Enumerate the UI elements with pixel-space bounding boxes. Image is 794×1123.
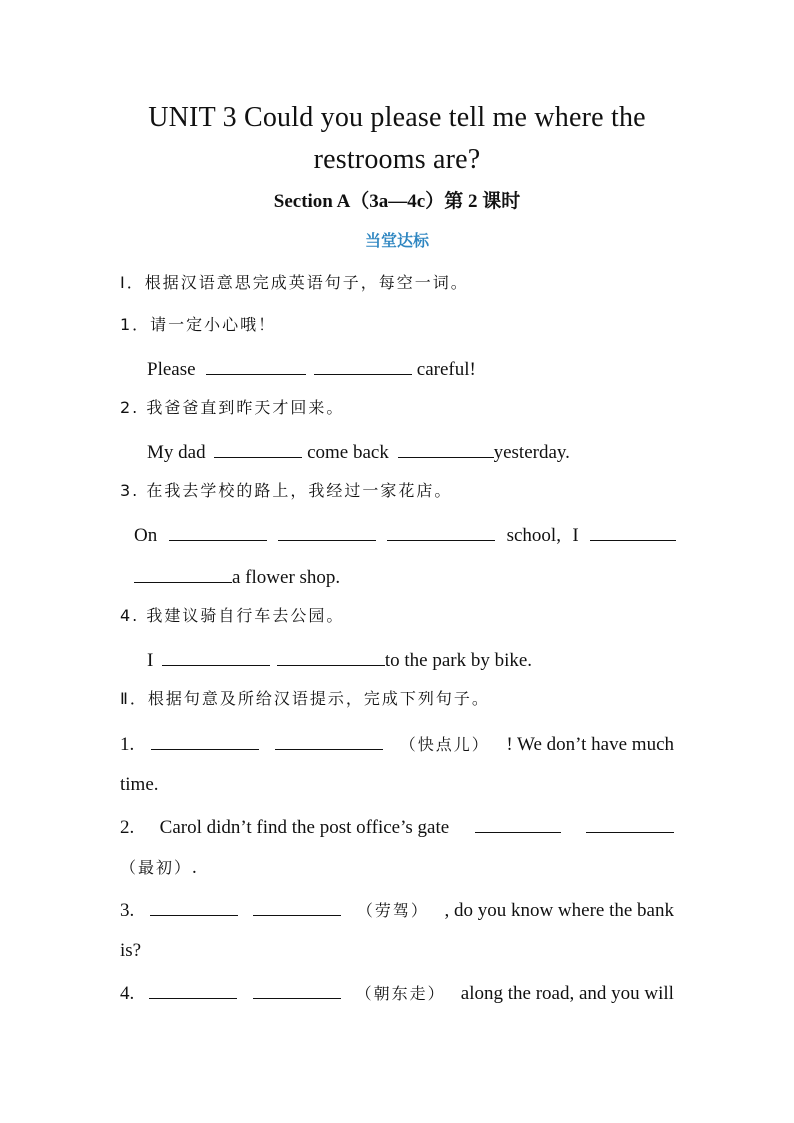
item3-text-c: I bbox=[572, 525, 579, 546]
p2-item4-number: 4. bbox=[120, 983, 135, 1004]
part1-instruction: Ⅰ．根据汉语意思完成英语句子，每空一词。 bbox=[120, 273, 469, 292]
part1-item3-english-cont bbox=[134, 566, 340, 587]
part1-item4-chinese: 4. 我建议骑自行车去公园。 bbox=[120, 606, 345, 625]
unit-title-line-2: restrooms are? bbox=[313, 144, 481, 175]
item3-text-d: a flower shop. bbox=[232, 567, 341, 588]
p2-item1-hint: （快点儿） bbox=[399, 735, 490, 754]
p2-item1-rest: ! We don’t have much bbox=[506, 734, 674, 755]
p2-item4-blank-1[interactable] bbox=[149, 982, 237, 999]
item4-text-b: to the park by bike. bbox=[384, 650, 533, 671]
part2-item1 bbox=[120, 733, 674, 754]
part1-item1-english bbox=[147, 358, 476, 379]
item3-blank-1[interactable] bbox=[169, 524, 267, 541]
p2-item3-hint: （劳驾） bbox=[356, 901, 429, 920]
item1-blank-1[interactable] bbox=[206, 358, 306, 375]
p2-item4-rest: along the road, and you will bbox=[460, 983, 674, 1004]
item2-text-b: come back bbox=[307, 442, 389, 463]
item2-text-a: My dad bbox=[147, 442, 206, 463]
item3-text-b: school, bbox=[506, 525, 561, 546]
p2-item2-text: Carol didn’t find the post office’s gate bbox=[159, 817, 450, 838]
part2-item3 bbox=[120, 899, 674, 920]
part1-item3-english bbox=[134, 524, 676, 545]
item2-blank-1[interactable] bbox=[214, 441, 302, 458]
p2-item1-number: 1. bbox=[120, 734, 135, 755]
p2-item2-number: 2. bbox=[120, 817, 135, 838]
part2-item4 bbox=[120, 982, 674, 1003]
p2-item1-blank-2[interactable] bbox=[275, 733, 383, 750]
item1-blank-2[interactable] bbox=[314, 358, 412, 375]
item3-blank-3[interactable] bbox=[387, 524, 495, 541]
p2-item2-hint: （最初） bbox=[120, 858, 193, 877]
item2-text-c: yesterday. bbox=[493, 442, 570, 463]
p2-item3-rest: , do you know where the bank bbox=[444, 900, 674, 921]
p2-item2-end: . bbox=[192, 857, 197, 878]
part2-instruction: Ⅱ．根据句意及所给汉语提示，完成下列句子。 bbox=[120, 689, 490, 708]
p2-item4-blank-2[interactable] bbox=[253, 982, 341, 999]
item3-blank-4[interactable] bbox=[590, 524, 676, 541]
item4-blank-2[interactable] bbox=[277, 649, 385, 666]
item1-text-b: careful! bbox=[416, 359, 476, 380]
exercise-heading: 当堂达标 bbox=[364, 231, 429, 250]
part1-item4-english bbox=[147, 649, 532, 670]
p2-item1-continuation: time. bbox=[120, 774, 159, 795]
part1-item2-english bbox=[147, 441, 570, 462]
p2-item3-blank-1[interactable] bbox=[150, 899, 238, 916]
item3-text-a: On bbox=[134, 525, 158, 546]
item4-text-a: I bbox=[147, 650, 154, 671]
p2-item1-blank-1[interactable] bbox=[151, 733, 259, 750]
p2-item2-blank-2[interactable] bbox=[586, 816, 674, 833]
part1-item1-chinese: 1．请一定小心哦！ bbox=[120, 315, 277, 334]
unit-title-line-1: UNIT 3 Could you please tell me where the bbox=[148, 102, 646, 133]
p2-item4-hint: （朝东走） bbox=[355, 984, 446, 1003]
p2-item3-blank-2[interactable] bbox=[253, 899, 341, 916]
p2-item2-continuation bbox=[120, 858, 197, 877]
p2-item2-blank-1[interactable] bbox=[475, 816, 561, 833]
item3-blank-5[interactable] bbox=[134, 566, 232, 583]
p2-item3-number: 3. bbox=[120, 900, 135, 921]
item1-text-a: Please bbox=[147, 359, 196, 380]
part1-item3-chinese: 3. 在我去学校的路上，我经过一家花店。 bbox=[120, 481, 453, 500]
section-subtitle: Section A（3a—4c）第 2 课时 bbox=[273, 191, 521, 212]
part1-item2-chinese: 2. 我爸爸直到昨天才回来。 bbox=[120, 398, 345, 417]
item3-blank-2[interactable] bbox=[278, 524, 376, 541]
item4-blank-1[interactable] bbox=[162, 649, 270, 666]
part2-item2 bbox=[120, 816, 674, 837]
item2-blank-2[interactable] bbox=[398, 441, 494, 458]
p2-item3-continuation: is? bbox=[120, 940, 142, 961]
